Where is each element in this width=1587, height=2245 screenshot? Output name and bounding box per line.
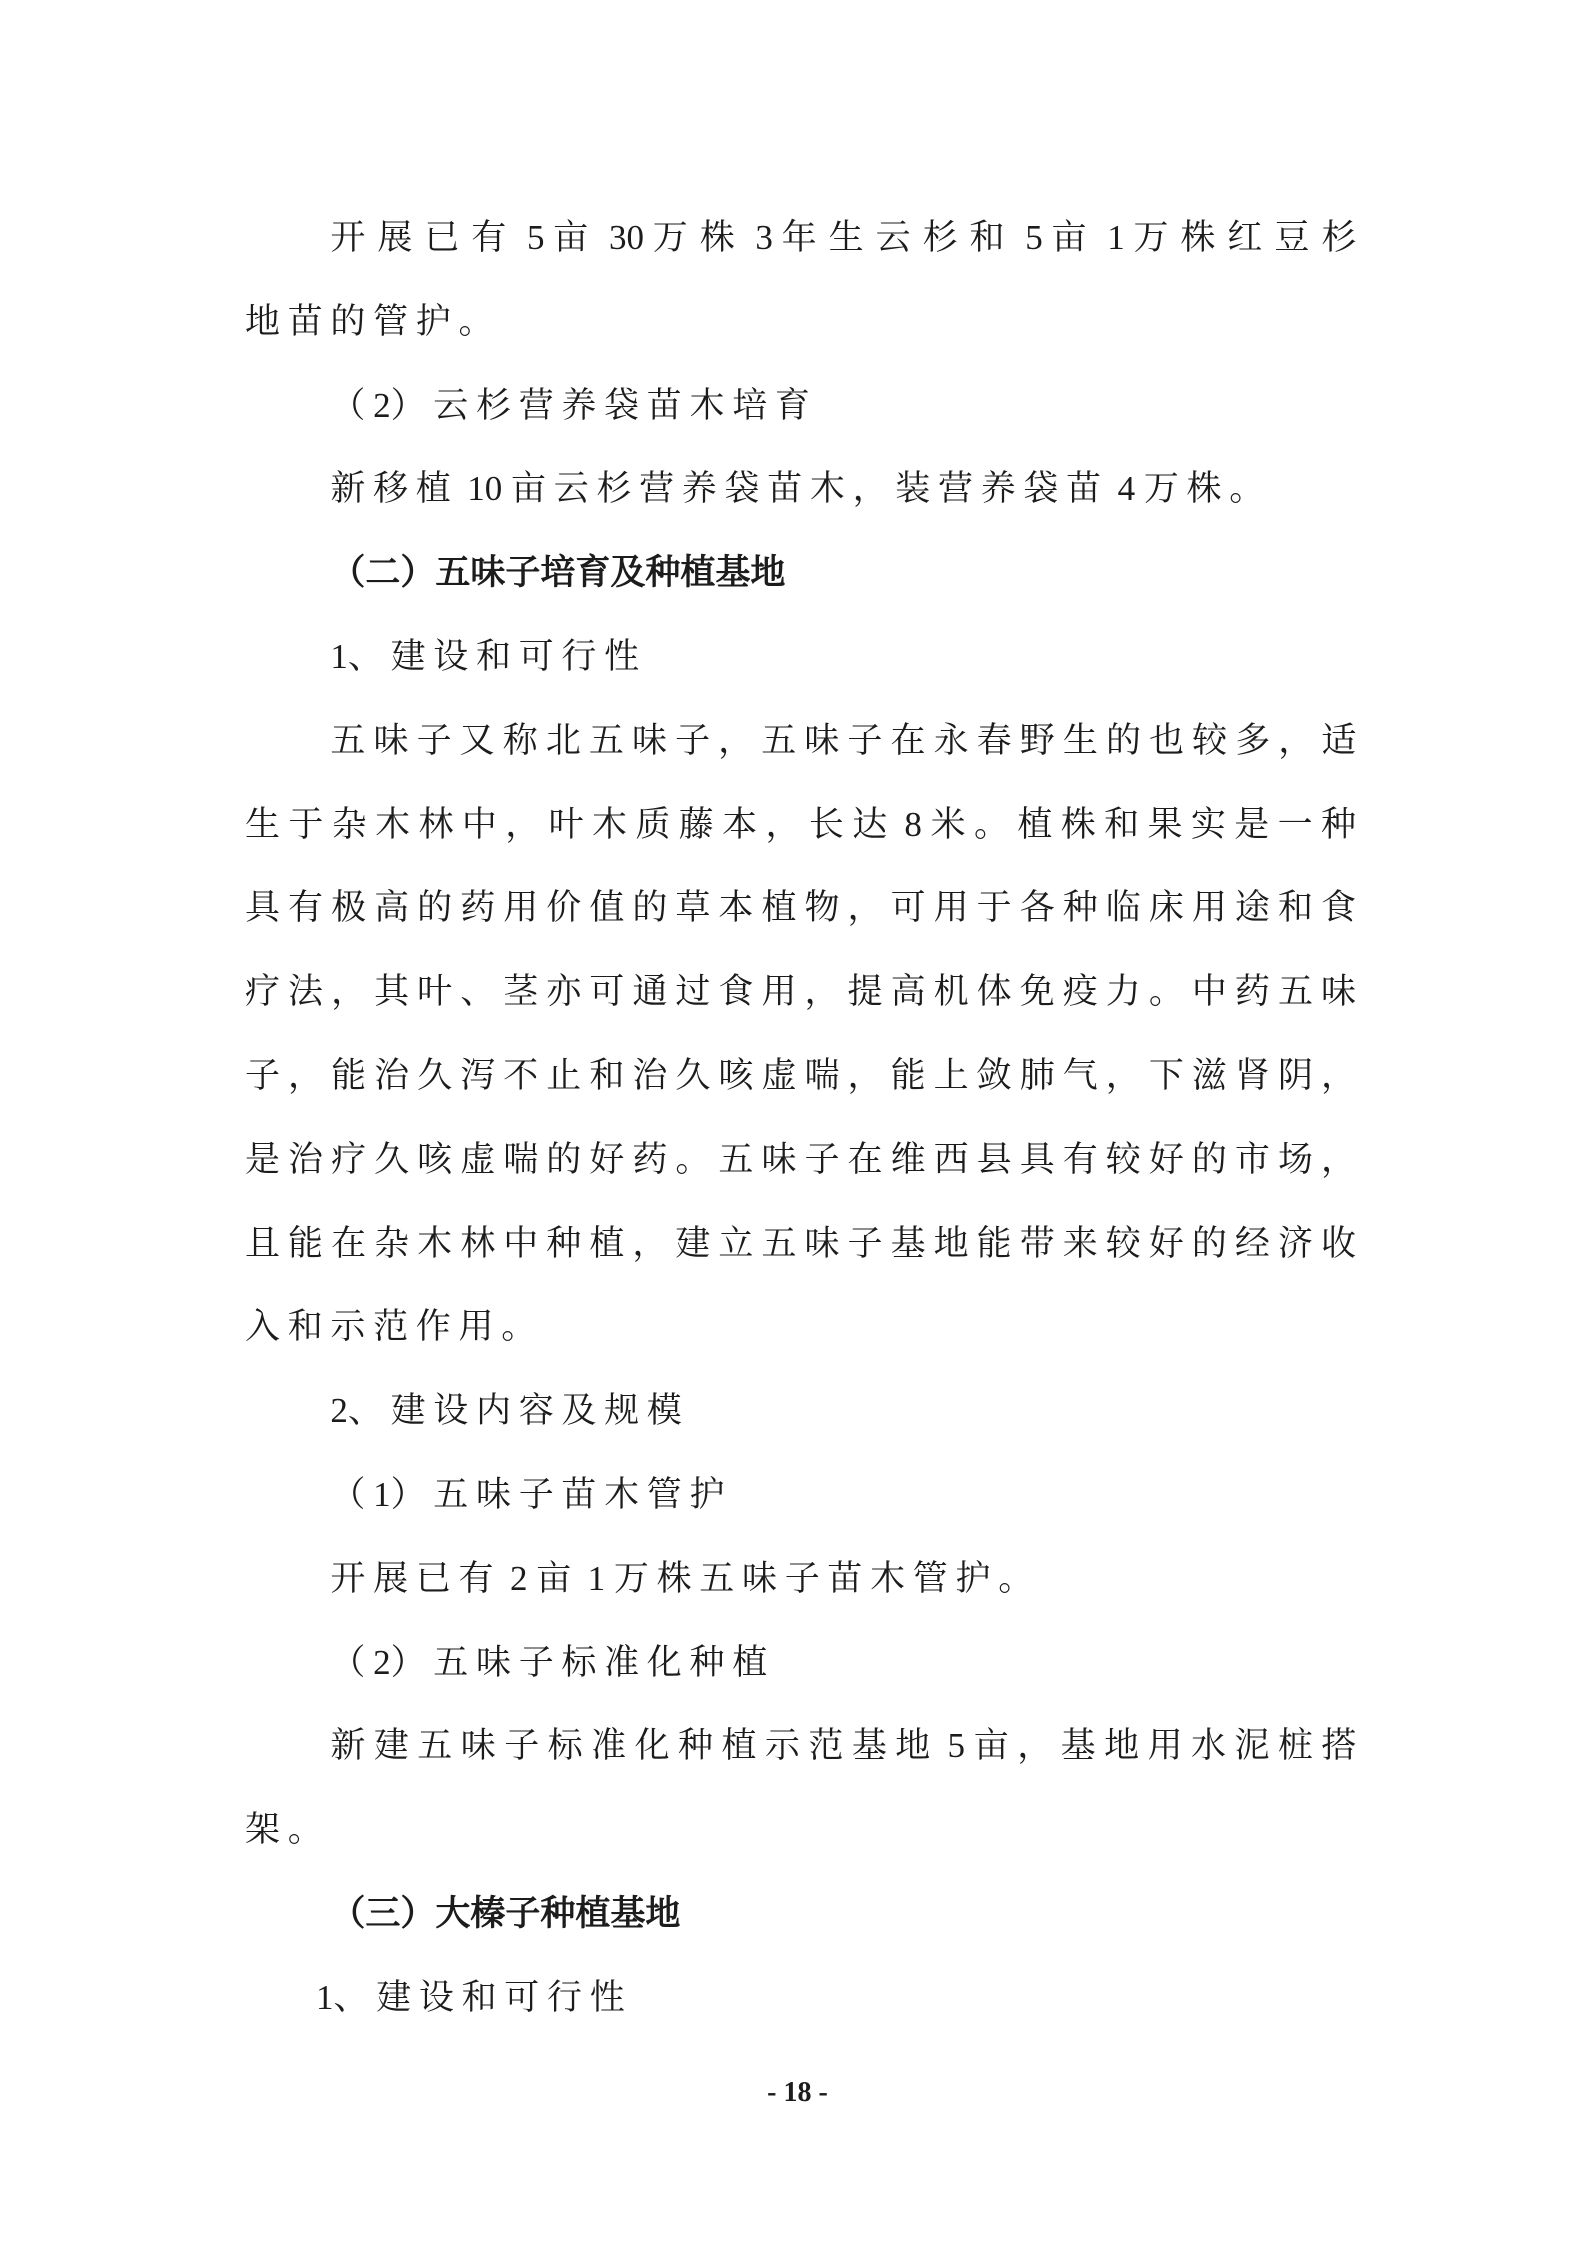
line-text: [330, 1726, 1364, 1765]
line-text: [245, 1810, 330, 1849]
line-text: [330, 1894, 680, 1933]
text-run: 米。植株和果实是一种: [930, 804, 1365, 844]
text-run: 亩: [1051, 218, 1099, 257]
paragraph: [245, 1704, 1365, 1872]
line-text: [330, 1475, 732, 1514]
text-run: 3: [746, 218, 782, 257]
section-heading: [330, 1872, 1356, 1956]
body-text-line: [330, 447, 1356, 531]
body-text-line: [330, 1537, 1356, 1621]
line-text: [330, 1559, 1041, 1598]
text-run: 新移植: [330, 469, 459, 509]
text-run: 5: [518, 218, 554, 257]
paragraph: [245, 196, 1369, 364]
line-text: [245, 1056, 1364, 1095]
text-run: 开展已有: [330, 1558, 502, 1598]
text-run: 万株: [652, 218, 747, 257]
paragraph: [245, 1537, 1356, 1621]
text-run: 子，能治久泻不止和治久咳虚喘，能上敛肺气，下滋肾阴，: [245, 1055, 1365, 1095]
text-run: 万株五味子苗木管护。: [613, 1558, 1041, 1598]
line-text: [330, 553, 785, 592]
line-text: [245, 1140, 1364, 1179]
line-text: [245, 805, 1364, 844]
body-text-line: [245, 1285, 1356, 1369]
text-run: 是治疗久咳虚喘的好药。五味子在维西县具有较好的市场，: [245, 1139, 1365, 1179]
item-heading: [330, 1621, 1356, 1705]
line-text: [316, 1978, 632, 2017]
text-run: 架。: [245, 1810, 331, 1850]
text-run: 30: [600, 218, 653, 257]
text-run: 入和示范作用。: [245, 1307, 544, 1347]
text-run: 亩云杉营养袋苗木，装营养袋苗: [511, 469, 1109, 509]
page-number: - 18 -: [767, 2077, 828, 2108]
text-run: 亩: [536, 1558, 579, 1598]
text-run: 地苗的管护。: [245, 301, 502, 341]
document-body: [245, 196, 1369, 2040]
body-text-line: [245, 783, 1365, 867]
text-run: ）五味子标准化种植: [390, 1642, 775, 1682]
text-run: 4: [1108, 469, 1144, 509]
section-heading-block: [245, 1872, 1356, 1956]
subsection-heading-block: [245, 1956, 1356, 2040]
body-text-line: [330, 196, 1369, 280]
line-text: [330, 721, 1364, 760]
text-run: 万株红豆杉: [1133, 218, 1369, 257]
text-run: 生于杂木林中，叶木质藤本，长达: [245, 804, 896, 844]
item-heading: [330, 364, 1356, 448]
text-run: 、建设和可行性: [333, 1977, 633, 2017]
text-run: 8: [895, 804, 931, 844]
text-run: 疗法，其叶、茎亦可通过食用，提高机体免疫力。中药五味: [245, 972, 1365, 1012]
text-run: （二）五味子培育及种植基地: [330, 553, 786, 593]
text-run: 1: [330, 636, 348, 676]
line-text: [245, 302, 501, 341]
text-run: 具有极高的药用价值的草本植物，可用于各种临床用途和食: [245, 888, 1365, 928]
body-text-line: [245, 1034, 1365, 1118]
line-text: [245, 1224, 1364, 1263]
text-run: 五味子又称北五味子，五味子在永春野生的也较多，适: [330, 720, 1365, 760]
line-text: [245, 972, 1364, 1011]
item-heading-block: [245, 1453, 1356, 1537]
text-run: 亩: [553, 218, 601, 257]
text-run: （: [330, 1474, 374, 1514]
line-text: [245, 1307, 544, 1346]
paragraph: [245, 447, 1356, 531]
line-text: [330, 218, 1368, 257]
text-run: 万株。: [1143, 469, 1272, 509]
text-run: 、建设内容及规模: [347, 1391, 690, 1431]
line-text: [330, 386, 817, 425]
subsection-heading: [330, 615, 1356, 699]
text-run: 1: [316, 1977, 334, 2017]
item-heading-block: [245, 364, 1356, 448]
text-run: 1: [578, 1558, 614, 1598]
body-text-line: [245, 1118, 1365, 1202]
item-heading-block: [245, 1621, 1356, 1705]
section-heading-block: [245, 531, 1356, 615]
text-run: 10: [458, 469, 511, 509]
text-run: 新建五味子标准化种植示范基地: [330, 1726, 939, 1766]
text-run: 2: [373, 1642, 391, 1682]
text-run: ）五味子苗木管护: [390, 1474, 733, 1514]
body-text-line: [330, 1704, 1365, 1788]
text-run: 且能在杂木林中种植，建立五味子基地能带来较好的经济收: [245, 1223, 1365, 1263]
text-run: 1: [373, 1474, 391, 1514]
text-run: 2: [501, 1558, 537, 1598]
paragraph: [245, 699, 1365, 1369]
subsection-heading-block: [245, 615, 1356, 699]
text-run: 5: [938, 1726, 974, 1766]
subsection-heading: [330, 1369, 1356, 1453]
text-run: 5: [1016, 218, 1052, 257]
text-run: 2: [373, 385, 391, 425]
body-text-line: [245, 950, 1365, 1034]
text-run: （: [330, 1642, 374, 1682]
line-text: [330, 1391, 689, 1430]
line-text: [330, 1643, 775, 1682]
text-run: 1: [1098, 218, 1134, 257]
text-run: 亩，基地用水泥桩搭: [973, 1726, 1365, 1766]
body-text-line: [245, 1788, 1356, 1872]
text-run: 2: [330, 1391, 348, 1431]
body-text-line: [245, 1202, 1365, 1286]
line-text: [245, 888, 1364, 927]
text-run: 年生云杉和: [781, 218, 1017, 257]
line-text: [330, 469, 1272, 508]
subsection-heading-block: [245, 1369, 1356, 1453]
text-run: （: [330, 385, 374, 425]
text-run: 、建设和可行性: [347, 636, 647, 676]
text-run: ）云杉营养袋苗木培育: [390, 385, 818, 425]
text-run: （三）大榛子种植基地: [330, 1893, 681, 1933]
line-text: [330, 637, 646, 676]
text-run: 开展已有: [330, 218, 519, 257]
section-heading: [330, 531, 1356, 615]
subsection-heading: [316, 1956, 1356, 2040]
body-text-line: [245, 866, 1365, 950]
body-text-line: [330, 699, 1365, 783]
item-heading: [330, 1453, 1356, 1537]
body-text-line: [245, 280, 1356, 364]
